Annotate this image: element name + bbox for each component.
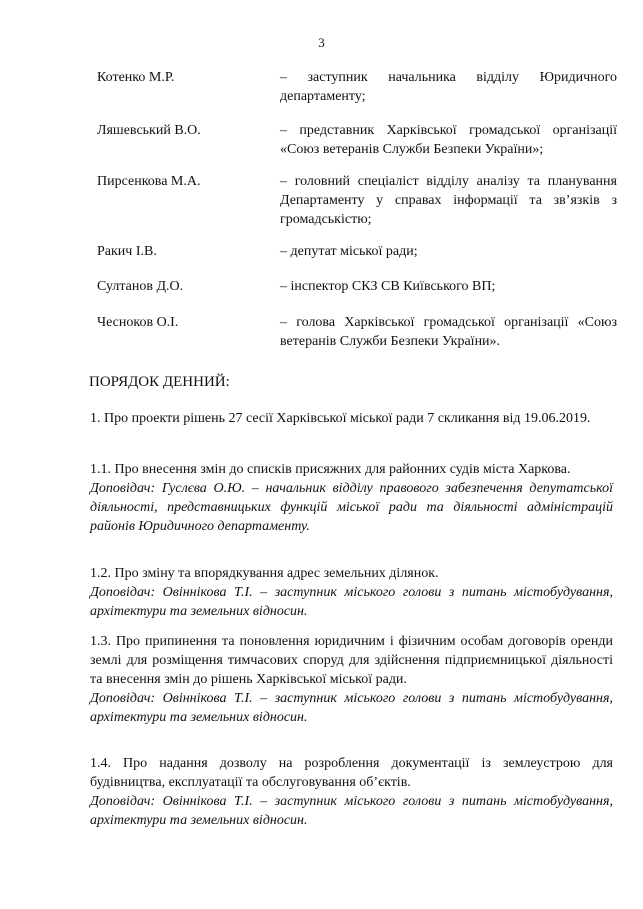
agenda-item <box>90 409 613 428</box>
agenda-item-speaker: Доповідач: Овіннікова Т.І. – заступник міського голови з питань містобудування, архітектури та земельних відносин. <box>90 691 613 725</box>
agenda-item-speaker: Доповідач: Гуслєва О.Ю. – начальник відділу правового забезпечення депутатської діяльності, представницьких функцій міської ради та діяльності адміністрацій районів Юридичного департаменту. <box>90 481 613 534</box>
agenda-item-text: 1.3. Про припинення та поновлення юридичним і фізичним особам договорів оренди землі для розміщення тимчасових споруд для здійснення підприємницької діяльності та внесення змін до рішень Харківської міської ради. <box>90 634 613 687</box>
member-role: – головний спеціаліст відділу аналізу та планування Департаменту у справах інформації та зв’язків з громадськістю; <box>280 174 617 227</box>
agenda-item-text: 1.2. Про зміну та впорядкування адрес земельних ділянок. <box>90 566 439 581</box>
agenda-item-speaker: Доповідач: Овіннікова Т.І. – заступник міського голови з питань містобудування, архітектури та земельних відносин. <box>90 585 613 619</box>
member-name: Ракич І.В. <box>97 244 157 259</box>
member-name: Чесноков О.І. <box>97 315 179 330</box>
agenda-item <box>90 564 613 621</box>
member-role: – представник Харківської громадської організації «Союз ветеранів Служби Безпеки України»; <box>280 123 617 157</box>
member-name: Султанов Д.О. <box>97 279 184 294</box>
agenda-item-text: 1. Про проекти рішень 27 сесії Харківської міської ради 7 скликання від 19.06.2019. <box>90 411 591 426</box>
agenda-item-text: 1.4. Про надання дозволу на розроблення документації із землеустрою для будівництва, експлуатації та обслуговування об’єктів. <box>90 756 613 790</box>
agenda-item-speaker: Доповідач: Овіннікова Т.І. – заступник міського голови з питань містобудування, архітектури та земельних відносин. <box>90 794 613 828</box>
member-role: – інспектор СКЗ СВ Київського ВП; <box>280 279 496 294</box>
member-name: Ляшевський В.О. <box>97 123 201 138</box>
member-name: Котенко М.Р. <box>97 70 175 85</box>
agenda-item <box>90 460 613 536</box>
member-role: – заступник начальника відділу Юридичного департаменту; <box>280 70 617 104</box>
member-role: – депутат міської ради; <box>280 244 418 259</box>
page-number: 3 <box>318 35 325 50</box>
agenda-item <box>90 632 613 727</box>
agenda-item-text: 1.1. Про внесення змін до списків присяжних для районних судів міста Харкова. <box>90 462 571 477</box>
member-role: – голова Харківської громадської організації «Союз ветеранів Служби Безпеки України». <box>280 315 617 349</box>
agenda-heading: ПОРЯДОК ДЕННИЙ: <box>89 374 230 390</box>
agenda-item <box>90 754 613 830</box>
member-name: Пирсенкова М.А. <box>97 174 201 189</box>
